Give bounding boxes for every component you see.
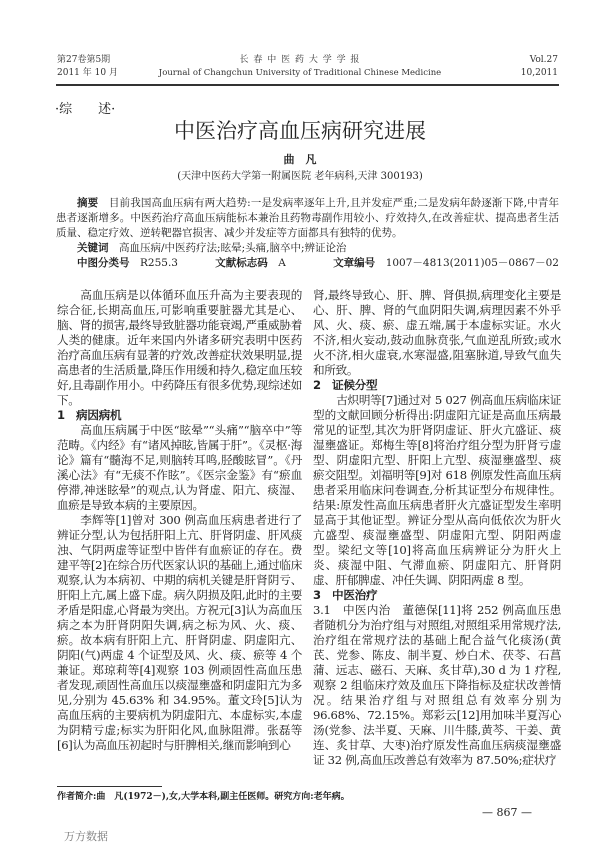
page-number: — 867 — (482, 806, 532, 819)
abstract (56, 196, 559, 271)
section-heading: 1 病因病机 (57, 408, 122, 422)
footnote: 作者简介:曲 凡(1972－),女,大学本科,副主任医师。研究方向:老年病。 (57, 792, 350, 802)
footnote-rule (57, 786, 162, 787)
paragraph: 高血压病属于中医“眩晕”“头痛”“脑卒中”等范畴。《内经》有“诸风掉眩,皆属于肝”。《灵枢·海论》篇有“髓海不足,则脑转耳鸣,胫酸眩冒”。《丹溪心法》有“无痰不作眩”。《医宗金鉴》有“瘀血停滞,神迷眩晕”的观点,认为肾虚、阳亢、痰湿、血瘀是导致本病的主要原因。 (57, 423, 302, 512)
abstract-text: 目前我国高血压病有两大趋势:一是发病率逐年上升,且并发症严重;二是发病年龄逐渐下降,中青年患者逐渐增多。中医药治疗高血压病能标本兼治且药物毒副作用较小、疗效持久,在改善症状、提高患者生活质量、稳定疗效、逆转靶器官损害、减少并发症等方面都具有独特的优势。 (56, 197, 560, 239)
section-heading: 3 中医治疗 (313, 588, 378, 602)
paragraph: 古炽明等[7]通过对 5 027 例高血压病临床证型的文献回顾分析得出:阴虚阳亢证是高血压病最常见的证型,其次为肝肾阴虚证、肝火亢盛证、痰湿壅盛证。郑梅生等[8]将治疗组分型为肝肾亏虚型、阴虚阳亢型、肝阳上亢型、痰湿壅盛型、痰瘀交阻型。刘福明等[9]对 618 例原发性高血压病患者采用临床问卷调查,分析其证型分布规律性。结果:原发性高血压病患者肝火亢盛证型发生率明显高于其他证型。辨证分型从高向低依次为肝火亢盛型、痰湿壅盛型、阴虚阳亢型、阴阳两虚型。梁纪文等[10]将高血压病辨证分为肝火上炎、痰湿中阻、气滞血瘀、阴虚阳亢、肝肾阴虚、肝郁脾虚、冲任失调、阴阳两虚 8 型。 (313, 393, 561, 587)
issue-date: 2011 年 10 月 (57, 68, 118, 78)
article-no-value: 1007－4813(2011)05－0867－02 (385, 257, 559, 269)
header-rule (56, 84, 559, 86)
article-no-label: 文章编号 (333, 257, 376, 269)
paragraph: 李辉等[1]曾对 300 例高血压病患者进行了辨证分型,认为包括肝阳上亢、肝肾阴虚、肝风痰浊、气阴两虚等证型中皆伴有血瘀证的存在。费建平等[2]在综合历代医家认识的基础上,通过临床观察,认为本病初、中期的病机关键是肝肾阴亏、肝阳上亢,属上盛下虚。病久阴损及阳,此时的主要矛盾是阳虚,心肾最为突出。方祝元[3]认为高血压病之本为肝肾阴阳失调,病之标为风、火、痰、瘀。故本病有肝阳上亢、肝肾阴虚、阴虚阳亢、阴阳(气)两虚 4 个证型及风、火、痰、瘀等 4 个兼证。郑琼莉等[4]观察 103 例顽固性高血压患者发现,顽固性高血压以痰湿壅盛和阴虚阳亢为多见,分别为 45.63% 和 34.95%。董文玲[5]认为高血压病的主要病机为阴虚阳亢、本虚标实,本虚为阴精亏虚;标实为肝阳化风,血脉阻滞。张磊等[6]认为高血压初起时与肝脾相关,继而影响到心 (57, 513, 302, 752)
volume-info (521, 54, 558, 80)
affiliation: (天津中医药大学第一附属医院 老年病科,天津 300193) (177, 171, 423, 182)
journal-name-cn: 长 春 中 医 药 大 学 学 报 (239, 55, 361, 65)
paragraph: 肾,最终导致心、肝、脾、肾俱损,病理变化主要是心、肝、脾、肾的气血阴阳失调,病理因素不外乎风、火、痰、瘀、虚五端,属于本虚标实证。水火不济,相火妄动,鼓动血脉贲张,气血逆乱所致;或水火不济,相火虚衰,水寒湿盛,阻塞脉道,导致气血失和所致。 (313, 288, 561, 377)
author: 曲 凡 (283, 153, 317, 166)
section-tag: ·综 述· (55, 102, 116, 117)
keywords-text: 高血压病/中医药疗法;眩晕;头痛,脑卒中;辨证论治 (119, 242, 347, 254)
journal-name-en: Journal of Changchun University of Traditional Chinese Medicine (158, 68, 442, 78)
keywords (56, 241, 559, 256)
classification-line (56, 256, 559, 271)
keywords-label: 关键词 (77, 242, 109, 254)
doc-code-value: A (278, 257, 286, 269)
paragraph: 高血压病是以体循环血压升高为主要表现的综合征,长期高血压,可影响重要脏器尤其是心、脑、肾的损害,最终导致脏器功能衰竭,严重威胁着人类的健康。近年来国内外诸多研究表明中医药治疗高血压病有显著的疗效,改善症状效果明显,提高患者的生活质量,降压作用缓和持久,稳定血压较好,且毒副作用小。中药降压有很多优势,现综述如下。 (57, 288, 302, 407)
doc-code-label: 文献标志码 (215, 257, 268, 269)
section-heading: 2 证候分型 (313, 378, 378, 392)
right-column (313, 288, 561, 768)
journal-name (125, 54, 475, 80)
issue-number: 第27卷第5期 (57, 55, 111, 65)
clc-value: R255.3 (140, 257, 178, 269)
clc-label: 中图分类号 (77, 257, 130, 269)
watermark: 万方数据 (64, 830, 108, 843)
issue-info (57, 54, 118, 80)
page-title: 中医治疗高血压病研究进展 (174, 119, 426, 143)
abstract-body (56, 196, 559, 241)
volume: Vol.27 (529, 55, 558, 65)
paragraph: 3.1 中医内治 董德保[11]将 252 例高血压患者随机分为治疗组与对照组,对照组采用常规疗法,治疗组在常规疗法的基础上配合益气化痰汤(黄芪、党参、陈皮、制半夏、炒白术、茯苓、石菖蒲、远志、磁石、天麻、炙甘草),30 d 为 1 疗程,观察 2 组临床疗效及血压下降指标及症状改善情况。结果治疗组与对照组总有效率分别为 96.68%、72.15%。郑彩云[12]用加味半夏泻心汤(党参、法半夏、天麻、川牛膝,黄芩、干姜、黄连、炙甘草、大枣)治疗原发性高血压病痰湿壅盛证 32 例,高血压改善总有效率为 87.50%;症状疗 (313, 603, 561, 767)
abstract-label: 摘要 (77, 197, 99, 209)
left-column (57, 288, 302, 753)
volume-date: 10,2011 (520, 68, 558, 78)
